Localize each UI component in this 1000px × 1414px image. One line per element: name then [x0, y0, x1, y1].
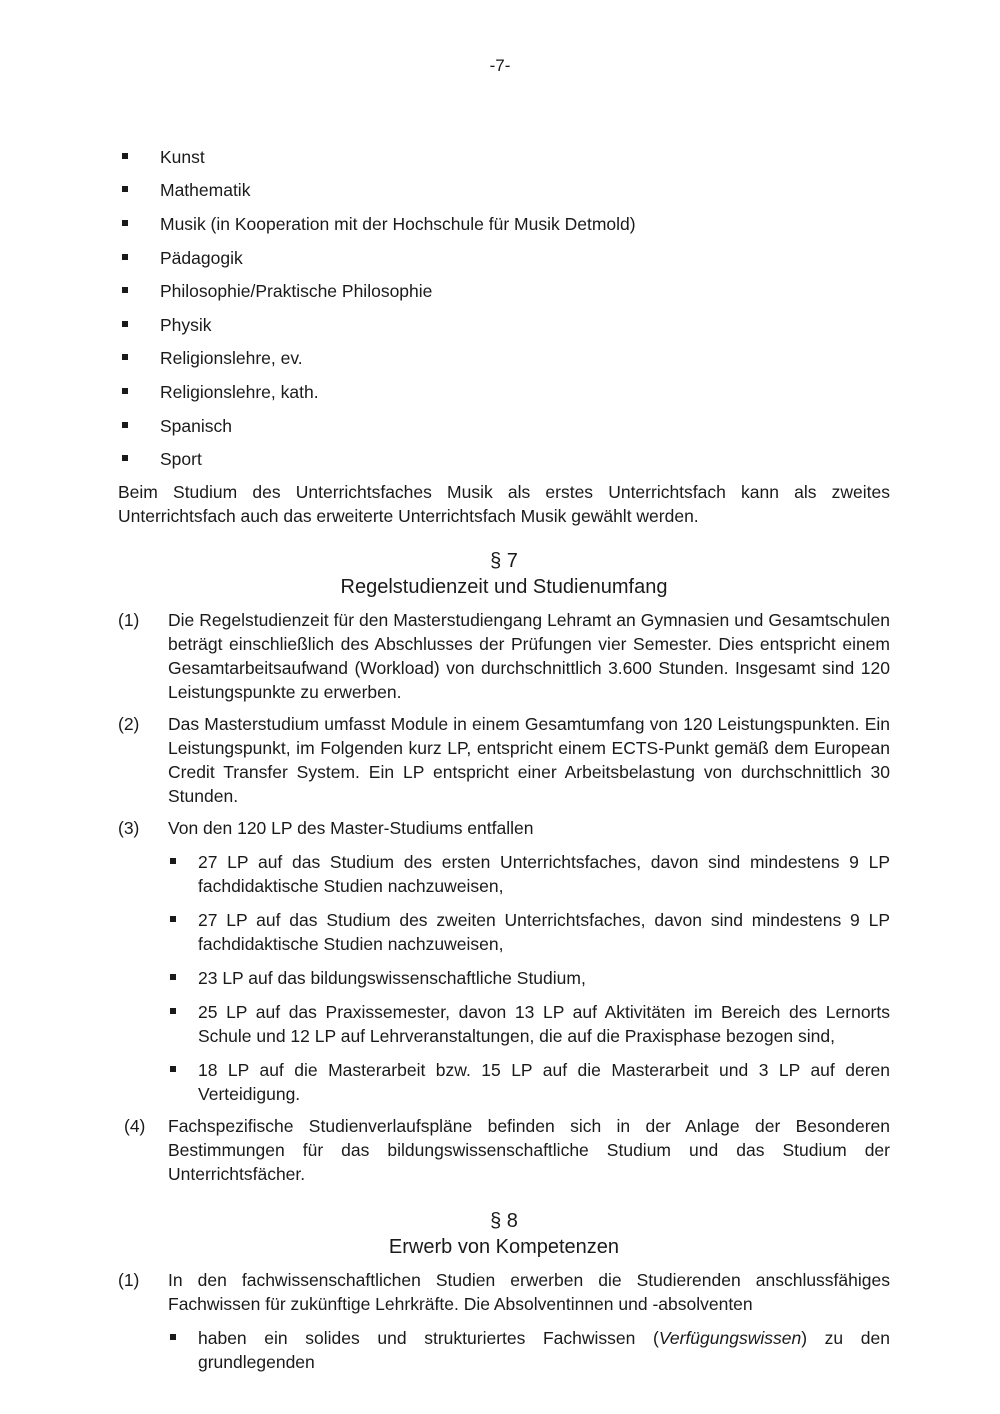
list-item: Physik: [118, 308, 890, 342]
paragraph-text: Von den 120 LP des Master-Studiums entfallen: [168, 817, 534, 838]
section-7-heading: [118, 548, 890, 600]
paragraph-number: (4): [124, 1115, 146, 1136]
bullet-square-icon: [122, 354, 128, 360]
paragraph-number: (3): [118, 817, 140, 838]
list-item: haben ein solides und strukturiertes Fachwissen (Verfügungswissen) zu den grundlegenden: [168, 1326, 890, 1374]
bullet-square-icon: [122, 186, 128, 192]
competence-list: [168, 1326, 890, 1374]
list-item: 18 LP auf die Masterarbeit bzw. 15 LP auf die Masterarbeit und 3 LP auf deren Verteidigung.: [168, 1058, 890, 1106]
bullet-square-icon: [170, 974, 176, 980]
paragraph-text: Die Regelstudienzeit für den Masterstudiengang Lehramt an Gymnasien und Gesamtschulen beträgt einschließlich des Abschlusses der Prüfungen vier Semester. Dies entspricht einem Gesamtarbeitsaufwand (Workload) von durchschnittlich 3.600 Stunden. Insgesamt sind 120 Leistungspunkte zu erwerben.: [168, 609, 890, 702]
bullet-square-icon: [122, 388, 128, 394]
paragraph-number: (1): [118, 1269, 140, 1290]
section-title: Erwerb von Kompetenzen: [388, 1235, 620, 1258]
list-item: 25 LP auf das Praxissemester, davon 13 LP auf Aktivitäten im Bereich des Lernorts Schule und 12 LP auf Lehrveranstaltungen, die auf die Praxisphase bezogen sind,: [168, 1000, 890, 1048]
bullet-square-icon: [122, 455, 128, 461]
list-item: Spanisch: [118, 409, 890, 443]
paragraph-text: Das Masterstudium umfasst Module in einem Gesamtumfang von 120 Leistungspunkten. Ein Leistungspunkt, im Folgenden kurz LP, entspricht einem ECTS-Punkt gemäß dem European Credit Transfer System. Ein LP entspricht einer Arbeitsbelastung von durchschnittlich 30 Stunden.: [168, 713, 890, 806]
page-number: -7-: [489, 56, 511, 75]
intro-note: Beim Studium des Unterrichtsfaches Musik als erstes Unterrichtsfach kann als zweites Unterrichtsfach auch das erweiterte Unterrichtsfach Musik gewählt werden.: [118, 481, 890, 526]
bullet-square-icon: [122, 287, 128, 293]
bullet-square-icon: [122, 321, 128, 327]
list-item: Kunst: [118, 140, 890, 174]
bullet-square-icon: [122, 220, 128, 226]
list-item: 27 LP auf das Studium des ersten Unterrichtsfaches, davon sind mindestens 9 LP fachdidaktische Studien nachzuweisen,: [168, 850, 890, 898]
credit-distribution-list: [168, 850, 890, 1106]
bullet-square-icon: [170, 1066, 176, 1072]
list-item: Musik (in Kooperation mit der Hochschule für Musik Detmold): [118, 207, 890, 241]
bullet-square-icon: [170, 916, 176, 922]
paragraph-number: (1): [118, 609, 140, 630]
bullet-square-icon: [122, 254, 128, 260]
paragraph-text: Fachspezifische Studienverlaufspläne befinden sich in der Anlage der Besonderen Bestimmungen für das bildungswissenschaftliche Studium und das Studium der Unterrichtsfächer.: [168, 1115, 890, 1184]
paragraph-number: (2): [118, 713, 140, 734]
list-item: Pädagogik: [118, 241, 890, 275]
list-item: 23 LP auf das bildungswissenschaftliche Studium,: [168, 966, 890, 990]
section-number: § 8: [490, 1209, 518, 1232]
list-item: 27 LP auf das Studium des zweiten Unterrichtsfaches, davon sind mindestens 9 LP fachdidaktische Studien nachzuweisen,: [168, 908, 890, 956]
list-item: Religionslehre, kath.: [118, 375, 890, 409]
paragraph-7-4: [118, 1114, 890, 1186]
paragraph-8-1: [118, 1268, 890, 1374]
list-item: Sport: [118, 442, 890, 476]
paragraph-7-1: [118, 608, 890, 704]
emphasis: Verfügungswissen: [658, 1327, 802, 1348]
section-title: Regelstudienzeit und Studienumfang: [340, 575, 668, 598]
bullet-square-icon: [170, 858, 176, 864]
paragraph-7-2: [118, 712, 890, 808]
bullet-square-icon: [122, 422, 128, 428]
bullet-square-icon: [170, 1008, 176, 1014]
list-item: Philosophie/Praktische Philosophie: [118, 274, 890, 308]
paragraph-text: In den fachwissenschaftlichen Studien erwerben die Studierenden anschlussfähiges Fachwissen für zukünftige Lehrkräfte. Die Absolventinnen und -absolventen: [168, 1269, 890, 1314]
list-item: Religionslehre, ev.: [118, 342, 890, 376]
bullet-square-icon: [122, 153, 128, 159]
list-item: Mathematik: [118, 174, 890, 208]
document-body: [118, 140, 890, 1374]
section-number: § 7: [490, 549, 518, 572]
section-8-heading: [118, 1208, 890, 1260]
subject-list: [118, 140, 890, 476]
bullet-square-icon: [170, 1334, 176, 1340]
paragraph-7-3: [118, 816, 890, 1106]
